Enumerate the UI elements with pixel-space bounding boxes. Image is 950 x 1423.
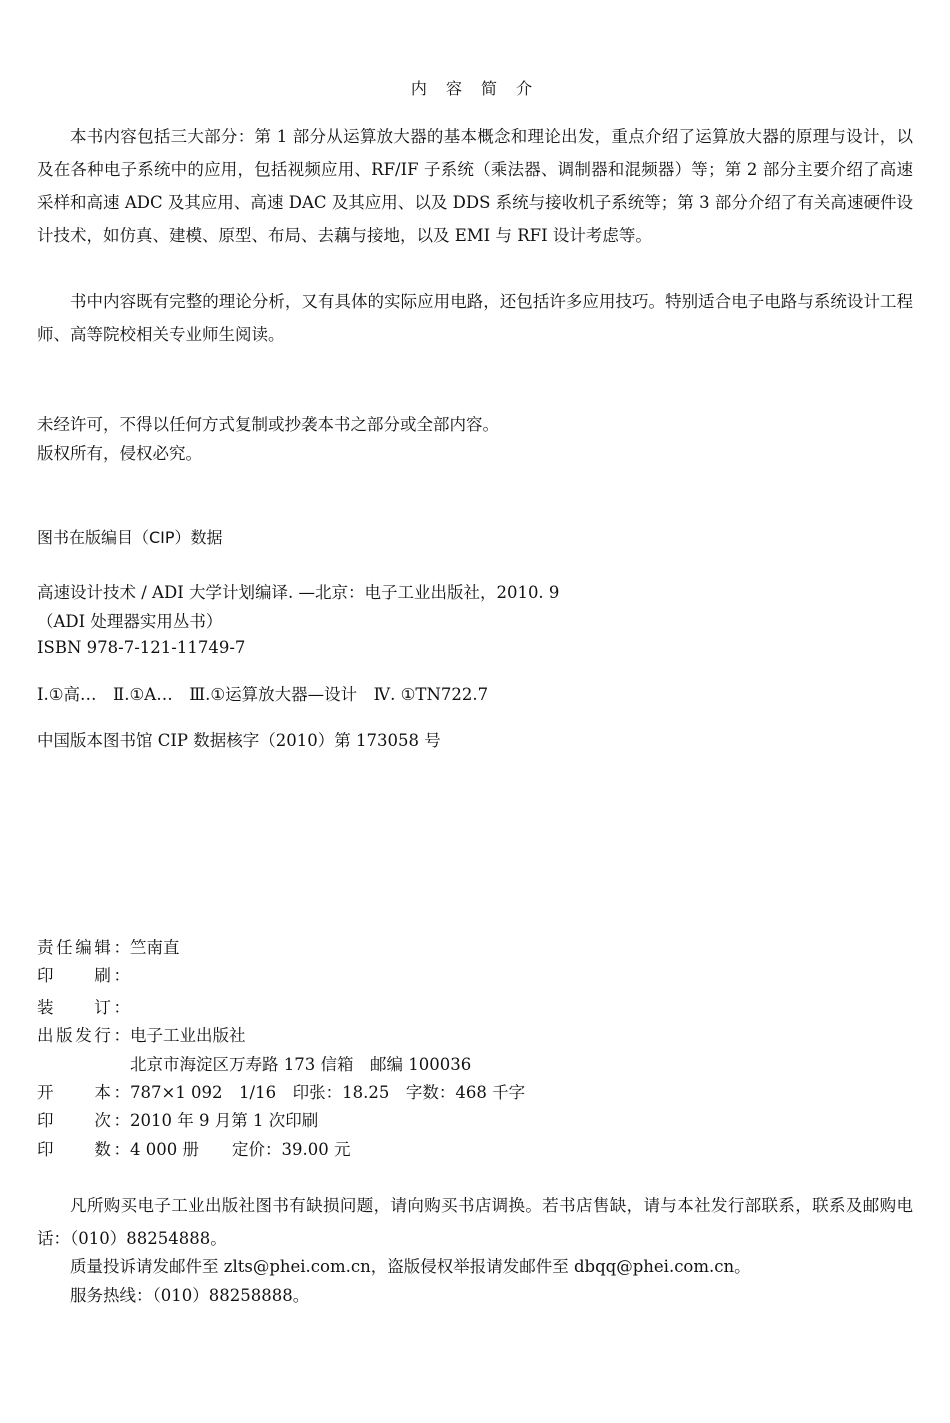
publisher-label: 出版发行： <box>37 1026 130 1045</box>
imprint-edition <box>37 1107 318 1131</box>
intro-paragraph-1: 本书内容包括三大部分：第 1 部分从运算放大器的基本概念和理论出发，重点介绍了运算放大器的原理与设计，以及在各种电子系统中的应用，包括视频应用、RF/IF 子系统（乘法器、调制器和混频器）等；第 2 部分主要介绍了高速采样和高速 ADC 及其应用、高速 DAC 及其应用、以及 DDS 系统与接收机子系统等；第 3 部分介绍了有关高速硬件设计技术，如仿真、建模、原型、布局、去藕与接地，以及 EMI 与 RFI 设计考虑等。 <box>37 127 913 245</box>
count-value: 4 000 册 定价：39.00 元 <box>130 1140 351 1159</box>
count-label: 印 数： <box>37 1140 130 1159</box>
imprint-binder <box>37 994 130 1018</box>
page-heading: 内 容 简 介 <box>410 79 540 98</box>
copyright-notice-2: 版权所有，侵权必究。 <box>37 444 202 463</box>
format-value: 787×1 092 1/16 印张：18.25 字数：468 千字 <box>130 1083 526 1102</box>
edition-value: 2010 年 9 月第 1 次印刷 <box>130 1111 319 1130</box>
editor-value: 竺南直 <box>130 938 180 957</box>
imprint-print-count <box>37 1136 350 1160</box>
cip-line-isbn: ISBN 978-7-121-11749-7 <box>37 638 246 657</box>
publisher-address: 北京市海淀区万寿路 173 信箱 邮编 100036 <box>130 1055 472 1074</box>
cip-line-classification: Ⅰ.①高… Ⅱ.①A… Ⅲ.①运算放大器—设计 Ⅳ. ①TN722.7 <box>37 685 489 704</box>
edition-label: 印 次： <box>37 1111 130 1130</box>
cip-line-2: （ADI 处理器实用丛书） <box>37 612 223 631</box>
intro-paragraph-2: 书中内容既有完整的理论分析，又有具体的实际应用电路，还包括许多应用技巧。特别适合电子电路与系统设计工程师、高等院校相关专业师生阅读。 <box>37 292 913 344</box>
imprint-editor <box>37 934 180 958</box>
editor-label: 责任编辑： <box>37 938 130 957</box>
format-label: 开 本： <box>37 1083 130 1102</box>
notice-email: 质量投诉请发邮件至 zlts@phei.com.cn，盗版侵权举报请发邮件至 dbqq@phei.com.cn。 <box>70 1257 751 1276</box>
imprint-format <box>37 1079 525 1103</box>
publisher-value: 电子工业出版社 <box>130 1026 246 1045</box>
cip-line-record: 中国版本图书馆 CIP 数据核字（2010）第 173058 号 <box>37 731 441 750</box>
print-label: 印 刷： <box>37 966 130 985</box>
imprint-publisher <box>37 1022 246 1046</box>
cip-line-1: 高速设计技术 / ADI 大学计划编译. —北京：电子工业出版社，2010. 9 <box>37 583 560 602</box>
bind-label: 装 订： <box>37 998 130 1017</box>
imprint-printer <box>37 962 130 986</box>
copyright-notice-1: 未经许可，不得以任何方式复制或抄袭本书之部分或全部内容。 <box>37 415 499 434</box>
cip-title: 图书在版编目（CIP）数据 <box>37 528 223 547</box>
notice-paragraph-1: 凡所购买电子工业出版社图书有缺损问题，请向购买书店调换。若书店售缺，请与本社发行部联系，联系及邮购电话：（010）88254888。 <box>37 1196 913 1248</box>
notice-hotline: 服务热线：（010）88258888。 <box>70 1286 310 1305</box>
